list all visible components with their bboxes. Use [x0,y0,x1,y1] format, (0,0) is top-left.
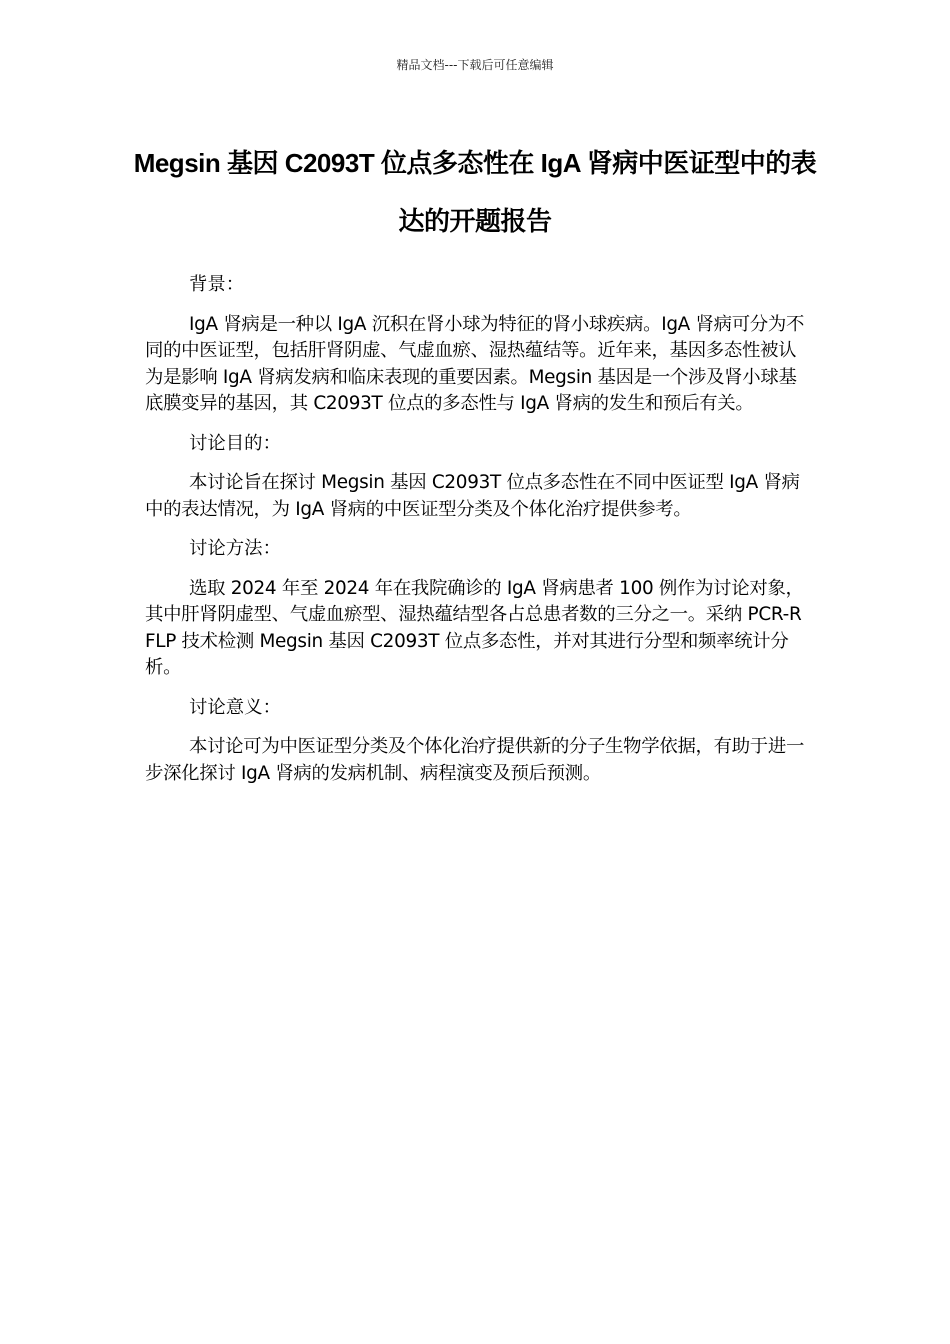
section-text-significance: 本讨论可为中医证型分类及个体化治疗提供新的分子生物学依据，有助于进一步深化探讨 IgA 肾病的发病机制、病程演变及预后预测。 [145,736,805,784]
section-heading-background: 背景： [189,274,245,295]
section-heading-significance: 讨论意义： [189,696,281,718]
document-title: Megsin 基因 C2093T 位点多态性在 IgA 肾病中医证型中的表达的开题报告 [133,148,817,236]
section-heading-purpose: 讨论目的： [189,432,281,454]
section-text-method: 选取 2024 年至 2024 年在我院确诊的 IgA 肾病患者 100 例作为讨论对象，其中肝肾阴虚型、气虚血瘀型、湿热蕴结型各占总患者数的三分之一。采纳 PCR-RFLP 技术检测 Megsin 基因 C2093T 位点多态性，并对其进行分型和频率统计分析。 [145,577,804,678]
section-text-background: IgA 肾病是一种以 IgA 沉积在肾小球为特征的肾小球疾病。IgA 肾病可分为不同的中医证型，包括肝肾阴虚、气虚血瘀、湿热蕴结等。近年来，基因多态性被认为是影响 IgA 肾病发病和临床表现的重要因素。Megsin 基因是一个涉及肾小球基底膜变异的基因，其 C2093T 位点的多态性与 IgA 肾病的发生和预后有关。 [145,313,805,414]
section-heading-method: 讨论方法： [189,538,281,559]
header-note: 精品文档---下载后可任意编辑 [396,58,554,72]
section-text-purpose: 本讨论旨在探讨 Megsin 基因 C2093T 位点多态性在不同中医证型 IgA 肾病中的表达情况，为 IgA 肾病的中医证型分类及个体化治疗提供参考。 [145,472,800,520]
document-body [145,272,807,800]
